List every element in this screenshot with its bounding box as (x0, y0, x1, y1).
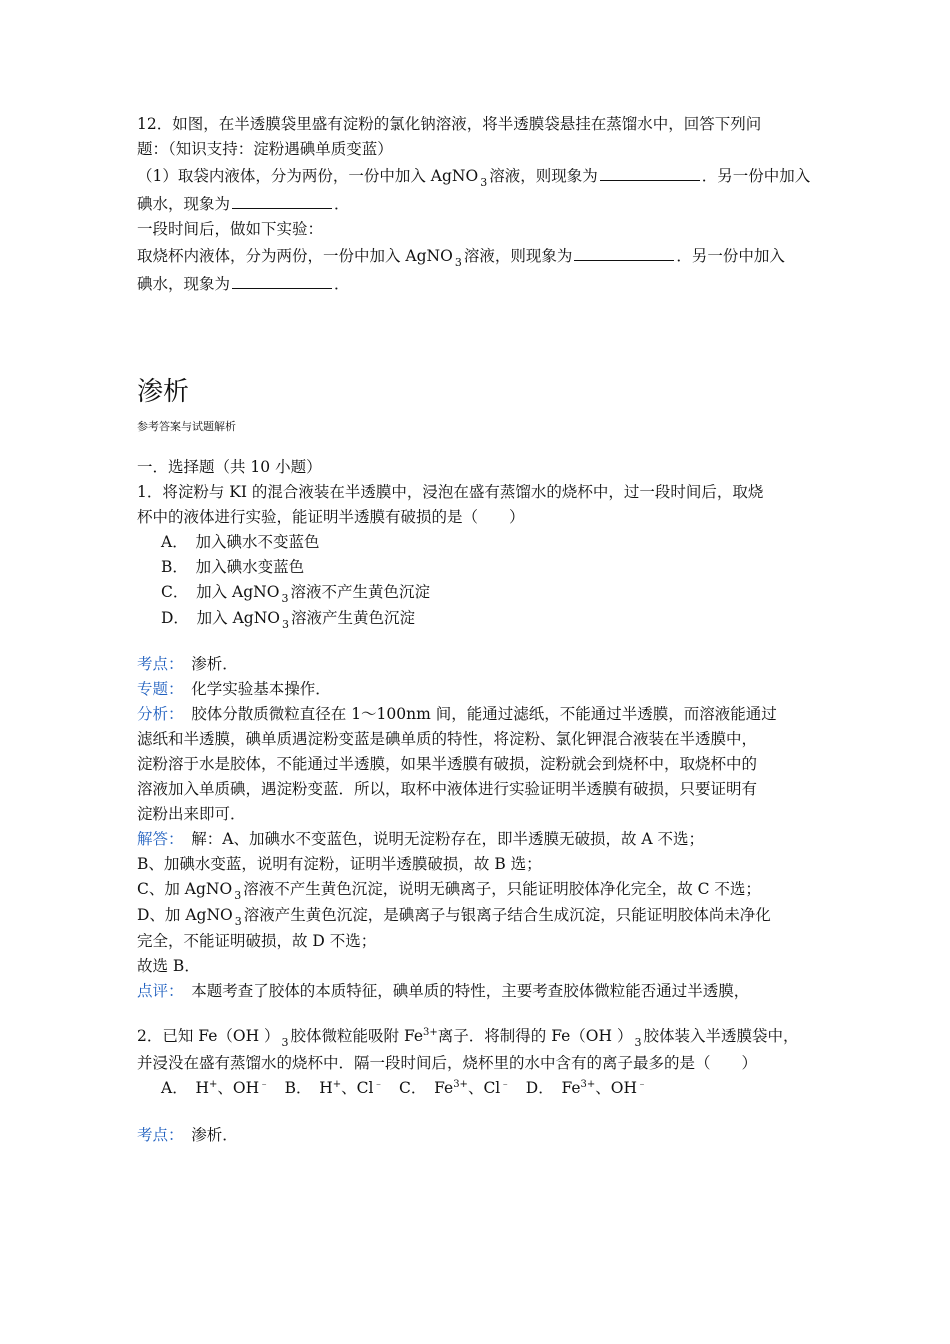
text: 溶液，则现象为 (463, 247, 573, 265)
answer-blank[interactable] (600, 162, 700, 181)
text: 溶液不产生黄色沉淀，说明无碘离子，只能证明胶体净化完全，故 C 不选； (243, 880, 761, 898)
q1-jieda-1 (137, 827, 817, 852)
text: 胶体装入半透膜袋中， (643, 1027, 799, 1045)
section-heading: 一．选择题（共 10 小题） (137, 458, 322, 476)
q1-fenxi-5: 淀粉出来即可． (137, 805, 246, 823)
q1-jieda-5: 完全，不能证明破损，故 D 不选； (137, 932, 377, 950)
q2-line-1 (137, 1024, 817, 1051)
text: A． H (161, 1079, 209, 1097)
text: 溶液产生黄色沉淀 (291, 609, 416, 627)
text: C． 加入 AgNO (161, 583, 280, 601)
q12-line-3 (137, 162, 817, 190)
q1-option-a: A． 加入碘水不变蓝色 (161, 533, 320, 551)
section-title: 渗析 (137, 377, 190, 407)
subscript: 3 (634, 1036, 642, 1049)
subscript: 3 (234, 915, 242, 928)
text: D． 加入 AgNO (161, 609, 280, 627)
superscript: + (208, 1079, 218, 1090)
q1-jieda-6: 故选 B． (137, 957, 200, 975)
q2-line-2: 并浸没在盛有蒸馏水的烧杯中．隔一段时间后，烧杯里的水中含有的离子最多的是（ ） (137, 1054, 758, 1072)
q1-jieda-4 (137, 903, 817, 929)
q12-line-2: 题：（知识支持：淀粉遇碘单质变蓝） (137, 140, 393, 158)
subscript: 3 (454, 256, 462, 269)
text: 碘水，现象为 (137, 275, 231, 293)
q1-dianping (137, 979, 817, 1004)
q2-kaodian (137, 1123, 817, 1148)
superscript: ﹣ (637, 1079, 648, 1090)
label: 专题： (137, 680, 176, 698)
q12-line-6 (137, 242, 817, 270)
text: ．另一份中加入 (701, 167, 811, 185)
subscript: 3 (480, 176, 488, 189)
superscript: + (332, 1079, 342, 1090)
q12-line-7 (137, 270, 817, 297)
q1-line-2: 杯中的液体进行实验，能证明半透膜有破损的是（ ） (137, 508, 525, 526)
superscript: ﹣ (259, 1079, 270, 1090)
text: B． H (269, 1079, 333, 1097)
text: ．另一份中加入 (676, 247, 785, 265)
q12-line-1: 12．如图，在半透膜袋里盛有淀粉的氯化钠溶液，将半透膜袋悬挂在蒸馏水中，回答下列问 (137, 115, 762, 133)
superscript: 3+ (453, 1079, 468, 1090)
superscript: 3+ (580, 1079, 596, 1090)
label: 考点： (137, 655, 176, 673)
subscript: 3 (282, 618, 289, 631)
text: C、加 AgNO (137, 880, 233, 898)
text: 离子．将制得的 Fe（OH ） (437, 1027, 633, 1045)
subscript: 3 (234, 889, 242, 902)
q1-jieda-2: B、加碘水变蓝，说明有淀粉，证明半透膜破损，故 B 选； (137, 855, 542, 873)
label: 分析： (137, 705, 176, 723)
label: 考点： (137, 1126, 176, 1144)
text: 化学实验基本操作． (175, 680, 331, 698)
answer-blank[interactable] (232, 190, 332, 209)
subscript: 3 (281, 1036, 289, 1049)
text: 、OH (217, 1079, 260, 1097)
q1-option-c (137, 580, 817, 606)
document-page (137, 112, 817, 1148)
text: 溶液，则现象为 (489, 167, 598, 185)
section-subtitle: 参考答案与试题解析 (137, 420, 236, 433)
text: 碘水，现象为 (137, 195, 231, 213)
label: 解答： (137, 830, 176, 848)
label: 点评： (137, 982, 176, 1000)
text: ． (334, 195, 350, 213)
q1-fenxi-2: 滤纸和半透膜，碘单质遇淀粉变蓝是碘单质的特性，将淀粉、氯化钾混合液装在半透膜中， (137, 730, 758, 748)
q1-option-d (137, 606, 817, 632)
superscript: ﹣ (500, 1079, 511, 1090)
q1-fenxi-4: 溶液加入单质碘，遇淀粉变蓝．所以，取杯中液体进行实验证明半透膜有破损，只要证明有 (137, 780, 758, 798)
text: 取烧杯内液体，分为两份，一份中加入 AgNO (137, 247, 453, 265)
text: D． Fe (510, 1079, 581, 1097)
text: C． Fe (383, 1079, 454, 1097)
q1-option-b: B． 加入碘水变蓝色 (161, 558, 305, 576)
q1-zhuanti (137, 677, 817, 702)
text: 本题考查了胶体的本质特征，碘单质的特性，主要考查胶体微粒能否通过半透膜， (175, 982, 750, 1000)
text: 2．已知 Fe（OH ） (137, 1027, 280, 1045)
q1-fenxi-3: 淀粉溶于水是胶体，不能通过半透膜，如果半透膜有破损，淀粉就会到烧杯中，取烧杯中的 (137, 755, 758, 773)
q12-line-5: 一段时间后，做如下实验： (137, 220, 324, 238)
text: 渗析． (175, 1126, 238, 1144)
q12-line-4 (137, 190, 817, 217)
q1-kaodian (137, 652, 817, 677)
text: 、Cl (341, 1079, 374, 1097)
subscript: 3 (281, 592, 289, 605)
text: 、Cl (467, 1079, 501, 1097)
text: 溶液不产生黄色沉淀 (290, 583, 430, 601)
text: 胶体微粒能吸附 Fe (290, 1027, 424, 1045)
answer-blank[interactable] (232, 270, 332, 289)
text: 解：A、加碘水不变蓝色，说明无淀粉存在，即半透膜无破损，故 A 不选； (175, 830, 705, 848)
text: D、加 AgNO (137, 906, 233, 924)
superscript: 3+ (423, 1027, 438, 1038)
text: 溶液产生黄色沉淀，是碘离子与银离子结合生成沉淀，只能证明胶体尚未净化 (243, 906, 771, 924)
q2-options (137, 1076, 817, 1103)
q1-jieda-3 (137, 877, 817, 903)
text: 渗析． (175, 655, 238, 673)
answer-blank[interactable] (574, 242, 674, 261)
q1-fenxi-1 (137, 702, 817, 727)
text: ． (334, 275, 350, 293)
text: （1）取袋内液体，分为两份，一份中加入 AgNO (137, 167, 479, 185)
text: 、OH (595, 1079, 638, 1097)
superscript: ﹣ (373, 1079, 384, 1090)
q1-line-1: 1．将淀粉与 KI 的混合液装在半透膜中，浸泡在盛有蒸馏水的烧杯中，过一段时间后，取烧 (137, 483, 764, 501)
text: 胶体分散质微粒直径在 1～100nm 间，能通过滤纸，不能通过半透膜，而溶液能通过 (175, 705, 777, 723)
